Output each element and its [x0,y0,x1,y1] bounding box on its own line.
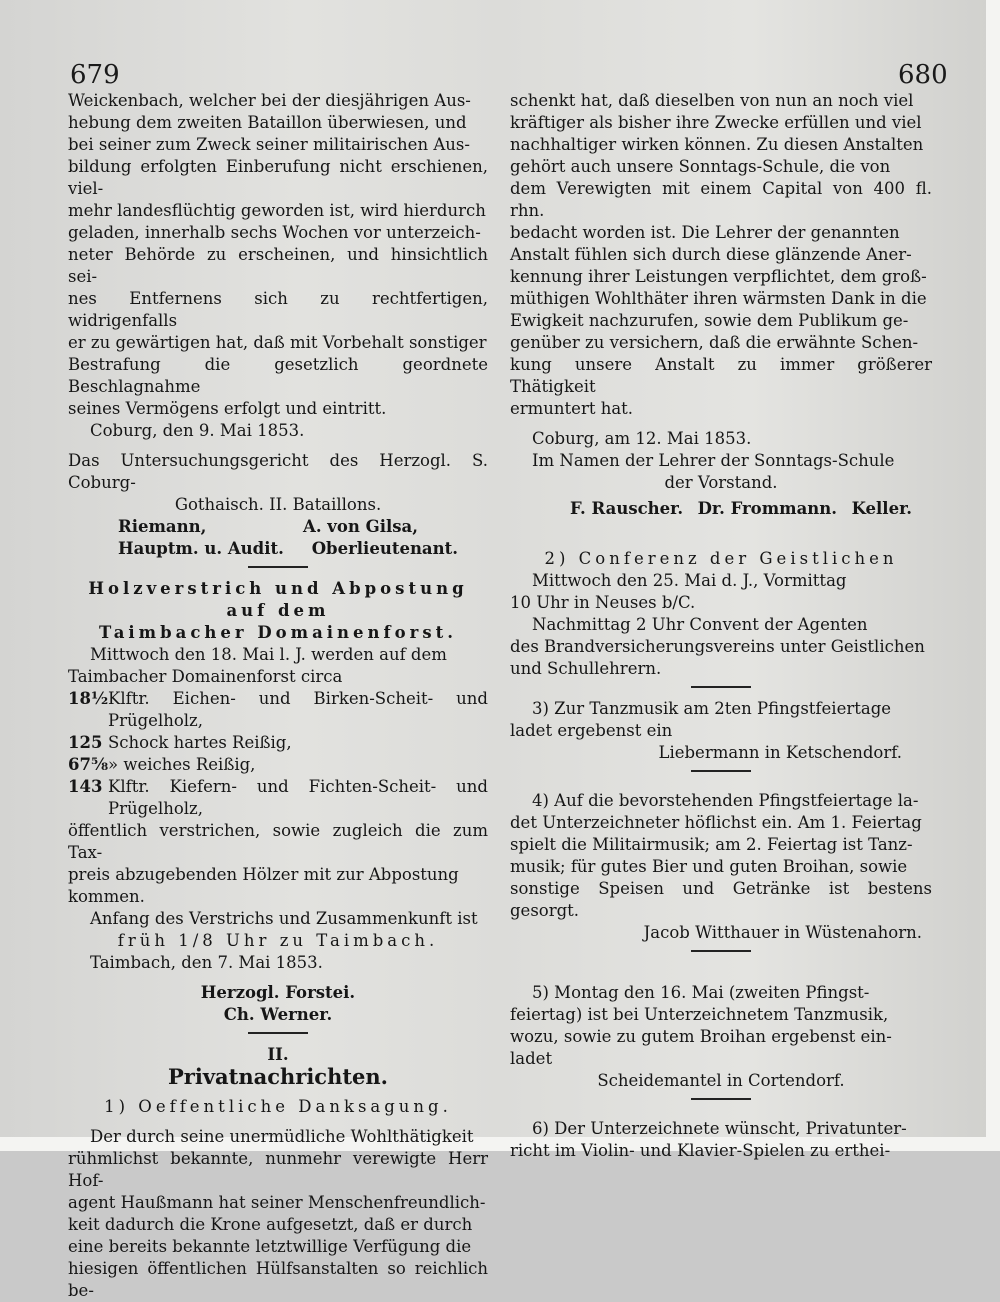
timber-quantity: 18½ [68,689,109,708]
conferenz-line-1: Mittwoch den 25. Mai d. J., Vormittag [532,571,847,590]
timber-quantity: 67⅝ [68,755,109,774]
conferenz-line-2: 10 Uhr in Neuses b/C. [510,593,696,612]
danksagung-line: gehört auch unsere Sonntags-Schule, die von [510,157,891,176]
violin-line-1: 6) Der Unterzeichnete wünscht, Privatunter- [532,1119,907,1138]
danksagung-line: dem Verewigten mit einem Capital von 400 fl. rhn. [510,179,932,220]
pfingst-line: musik; für gutes Bier und guten Broihan, sowie [510,857,908,876]
subheading-conferenz: 2) Conferenz der Geistlichen [544,549,898,568]
divider-rule [691,770,751,772]
divider-rule [248,1032,308,1034]
section-number: II. [267,1045,289,1064]
werner-signature: Ch. Werner. [223,1005,333,1024]
page-number-right: 680 [898,60,948,90]
auction-line: öffentlich verstrichen, sowie zugleich die zum Tax- [68,821,488,862]
signature-keller: Keller. [851,499,912,518]
dateline-coburg-12: Coburg, am 12. Mai 1853. [532,429,752,448]
auction-intro-line-2: Taimbacher Domainenforst circa [68,667,343,686]
left-column [68,90,488,1302]
timber-item [68,776,488,820]
montag-line: 5) Montag den 16. Mai (zweiten Pfingst- [532,983,870,1002]
summons-line: bildung erfolgten Einberufung nicht erschienen, viel- [68,157,488,198]
auction-intro-line-1: Mittwoch den 18. Mai l. J. werden auf dem [90,645,447,664]
timber-item [68,688,488,732]
signature-frommann: Dr. Frommann. [697,499,838,518]
summons-line: hebung dem zweiten Bataillon überwiesen, und [68,113,467,132]
spacer [510,520,932,540]
danksagung-line: kung unsere Anstalt zu immer größerer Thätigkeit [510,355,932,396]
scheidemantel-signature: Scheidemantel in Cortendorf. [597,1071,845,1090]
pfingst-line: spielt die Militairmusik; am 2. Feiertag ist Tanz- [510,835,913,854]
subheading-danksagung: 1) Oeffentliche Danksagung. [104,1097,452,1116]
summons-line: neter Behörde zu erscheinen, und hinsichtlich sei- [68,245,488,286]
danksagung-line: müthigen Wohlthäter ihren wärmsten Dank in die [510,289,927,308]
spacer [510,420,932,428]
timber-description: » weiches Reißig, [108,755,256,774]
summons-line: mehr landesflüchtig geworden ist, wird hierdurch [68,201,486,220]
danksagung-line: Ewigkeit nachzurufen, sowie dem Publikum ge- [510,311,909,330]
right-column [510,90,932,1162]
danksagung-line: keit dadurch die Krone aufgesetzt, daß er durch [68,1215,473,1234]
court-line-1: Das Untersuchungsgericht des Herzogl. S. Coburg- [68,451,488,492]
danksagung-line: kennung ihrer Leistungen verpflichtet, dem groß- [510,267,927,286]
signature-rauscher: F. Rauscher. [570,499,684,518]
danksagung-line: rühmlichst bekannte, nunmehr verewigte Herr Hof- [68,1149,488,1190]
dateline-coburg: Coburg, den 9. Mai 1853. [90,421,305,440]
timber-item [68,754,488,776]
timber-quantity: 125 [68,733,103,752]
court-line-2: Gothaisch. II. Bataillons. [174,495,382,514]
summons-line: Weickenbach, welcher bei der diesjährigen Aus- [68,91,471,110]
title-riemann: Hauptm. u. Audit. [118,539,284,558]
danksagung-line: ermuntert hat. [510,399,634,418]
pfingst-paragraph [510,790,932,922]
page-edge-right [986,0,1000,1151]
signature-riemann: Riemann, [118,517,207,536]
danksagung-line: schenkt hat, daß dieselben von nun an noch viel [510,91,914,110]
timber-description: Klftr. Kiefern- und Fichten-Scheit- und Prügelholz, [108,777,488,818]
spacer [510,782,932,790]
danksagung-line: Anstalt fühlen sich durch diese glänzende Aner- [510,245,912,264]
start-line-2: früh 1/8 Uhr zu Taimbach. [117,931,439,950]
timber-description: Klftr. Eichen- und Birken-Scheit- und Prügelholz, [108,689,488,730]
divider-rule [691,1098,751,1100]
spacer [510,962,932,982]
montag-line: feiertag) ist bei Unterzeichnetem Tanzmusik, [510,1005,889,1024]
summons-line: Bestrafung die gesetzlich geordnete Beschlagnahme [68,355,488,396]
pfingst-line: det Unterzeichneter höflichst ein. Am 1. Feiertag [510,813,922,832]
summons-line: bei seiner zum Zweck seiner militairischen Aus- [68,135,470,154]
summons-line: er zu gewärtigen hat, daß mit Vorbehalt sonstiger [68,333,487,352]
signature-gilsa: A. von Gilsa, [303,517,418,536]
danksagung-line: Der durch seine unermüdliche Wohlthätigkeit [90,1127,474,1146]
pfingst-line: 4) Auf die bevorstehenden Pfingstfeiertage la- [532,791,919,810]
tanzmusik-3-line-1: 3) Zur Tanzmusik am 2ten Pfingstfeiertage [532,699,892,718]
timber-item [68,732,488,754]
heading-holzverstrich: Holzverstrich und Abpostung auf dem [88,579,468,620]
divider-rule [691,686,751,688]
danksagung-paragraph [68,1126,488,1302]
summons-line: seines Vermögens erfolgt und eintritt. [68,399,387,418]
danksagung-line: eine bereits bekannte letztwillige Verfügung die [68,1237,472,1256]
spacer [68,974,488,982]
spacer [68,1088,488,1096]
montag-line: wozu, sowie zu gutem Broihan ergebenst ein- [510,1027,892,1046]
danksagung-line: agent Haußmann hat seiner Menschenfreundlich- [68,1193,486,1212]
spacer [68,442,488,450]
summons-paragraph [68,90,488,420]
namen-line-2: der Vorstand. [664,473,778,492]
divider-rule [248,566,308,568]
namen-line-1: Im Namen der Lehrer der Sonntags-Schule [532,451,895,470]
section-title: Privatnachrichten. [167,1064,388,1089]
heading-taimbacher: Taimbacher Domainenforst. [99,623,457,642]
divider-rule [691,950,751,952]
title-gilsa: Oberlieutenant. [311,539,458,558]
dateline-taimbach: Taimbach, den 7. Mai 1853. [90,953,323,972]
danksagung-line: bedacht worden ist. Die Lehrer der genannten [510,223,900,242]
signatures-sonntagsschule [510,494,932,520]
danksagung-line: genüber zu versichern, daß die erwähnte Schen- [510,333,919,352]
spacer [510,1110,932,1118]
spacer [68,1118,488,1126]
auction-paragraph [68,820,488,908]
auction-line: kommen. [68,887,145,906]
page-number-left: 679 [70,60,120,90]
danksagung-continued [510,90,932,420]
liebermann-signature: Liebermann in Ketschendorf. [658,743,902,762]
tanzmusik-3-line-2: ladet ergebenst ein [510,721,673,740]
montag-paragraph [510,982,932,1070]
timber-quantity: 143 [68,777,103,796]
auction-line: preis abzugebenden Hölzer mit zur Abpostung [68,865,459,884]
spacer [510,540,932,548]
montag-line: ladet [510,1049,553,1068]
pfingst-line: sonstige Speisen und Getränke ist bestens gesorgt. [510,879,932,920]
conferenz-line-5: und Schullehrern. [510,659,662,678]
signature-titles [68,538,488,560]
timber-description: Schock hartes Reißig, [108,733,292,752]
conferenz-line-3: Nachmittag 2 Uhr Convent der Agenten [532,615,868,634]
witthauer-signature: Jacob Witthauer in Wüstenahorn. [643,923,922,942]
danksagung-line: hiesigen öffentlichen Hülfsanstalten so reichlich be- [68,1259,488,1300]
start-line-1: Anfang des Verstrichs und Zusammenkunft ist [90,909,478,928]
summons-line: nes Entfernens sich zu rechtfertigen, widrigenfalls [68,289,488,330]
violin-line-2: richt im Violin- und Klavier-Spielen zu erthei- [510,1141,891,1160]
conferenz-line-4: des Brandversicherungsvereins unter Geistlichen [510,637,925,656]
danksagung-line: nachhaltiger wirken können. Zu diesen Anstalten [510,135,924,154]
danksagung-line: kräftiger als bisher ihre Zwecke erfüllen und viel [510,113,922,132]
forstei-signature: Herzogl. Forstei. [200,983,356,1002]
signature-names [68,516,488,538]
summons-line: geladen, innerhalb sechs Wochen vor unterzeich- [68,223,481,242]
